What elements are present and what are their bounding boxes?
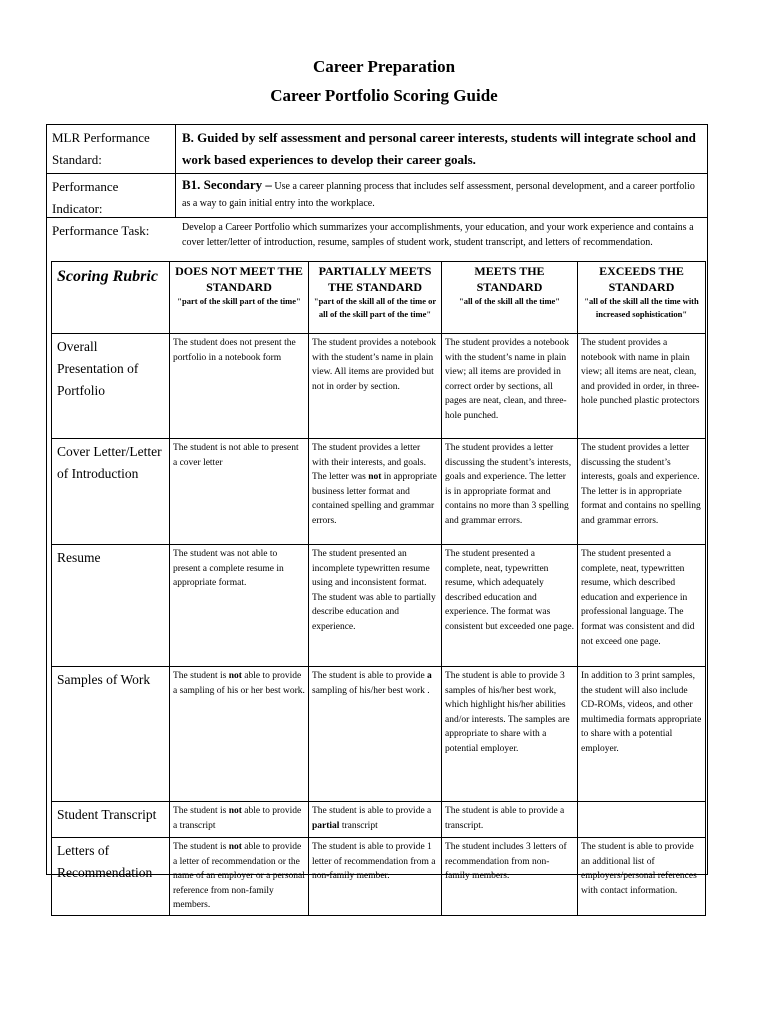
criterion-label: Overall Presentation of Portfolio [52, 334, 170, 439]
rubric-cell: The student is not able to provide a transcript [170, 802, 309, 838]
indicator-text: Use a career planning process that includes self assessment, personal development, and a career portfolio as a way to gain initial entry into the workplace. [182, 181, 695, 209]
rubric-cell: The student presented a complete, neat, typewritten resume, which described education and experience in professional language. The format was consistent and did not exceed one page. [578, 545, 706, 667]
rubric-cell: In addition to 3 print samples, the student will also include CD-ROMs, videos, and other multimedia formats appropriate to share with a potential employer. [578, 667, 706, 802]
indicator-label: Performance Indicator: [52, 179, 119, 216]
level-title: MEETS THE STANDARD [474, 264, 545, 294]
rubric-header-row [52, 262, 706, 334]
rubric-cell: The student includes 3 letters of recommendation from non-family members. [442, 838, 578, 916]
rubric-cell: The student presented a complete, neat, typewritten resume, which adequately described education and experience. The format was consistent but exceeded one page. [442, 545, 578, 667]
divider [175, 125, 176, 173]
rubric-row [52, 667, 706, 802]
rubric-cell: The student is able to provide an additional list of employers/personal references with contact information. [578, 838, 706, 916]
indicator-row [47, 174, 707, 218]
criterion-label: Cover Letter/Letter of Introduction [52, 439, 170, 545]
task-text: Develop a Career Portfolio which summarizes your accomplishments, your education, and your work experience and contains a cover letter/letter of introduction, resume, samples of student work, student transcript, and letters of recommendation. [182, 222, 694, 248]
rubric-cell: The student provides a letter with their interests, and goals. The letter was not in appropriate business letter format and contained spelling and grammar errors. [309, 439, 442, 545]
criterion-label: Student Transcript [52, 802, 170, 838]
rubric-row [52, 545, 706, 667]
rubric-cell: The student provides a notebook with the student’s name in plain view; all items are provided in correct order by sections, all pages are neat, clean, and three-hole punched. [442, 334, 578, 439]
rubric-cell: The student provides a letter discussing the student’s interests, goals and experience. The letter is in appropriate format and contains no spelling and grammar errors. [578, 439, 706, 545]
rubric-row [52, 802, 706, 838]
rubric-row [52, 334, 706, 439]
level-header [170, 262, 309, 334]
document-titles [0, 52, 768, 110]
criterion-label: Resume [52, 545, 170, 667]
rubric-cell: The student is not able to present a cover letter [170, 439, 309, 545]
standard-row [47, 125, 707, 174]
rubric-cell: The student is able to provide a sampling of his/her best work . [309, 667, 442, 802]
level-header [578, 262, 706, 334]
rubric-row [52, 838, 706, 916]
level-header [442, 262, 578, 334]
level-title: EXCEEDS THE STANDARD [599, 264, 684, 294]
rubric-row [52, 439, 706, 545]
level-title: DOES NOT MEET THE STANDARD [175, 264, 303, 294]
level-title: PARTIALLY MEETS THE STANDARD [318, 264, 432, 294]
rubric-cell: The student is able to provide 1 letter of recommendation from a non-family member. [309, 838, 442, 916]
rubric-cell: The student was not able to present a complete resume in appropriate format. [170, 545, 309, 667]
page-subtitle: Career Portfolio Scoring Guide [270, 86, 498, 105]
standard-label: MLR Performance Standard: [52, 130, 150, 167]
rubric-cell: The student is not able to provide a letter of recommendation or the name of an employer or a personal reference from non-family members. [170, 838, 309, 916]
criterion-label: Samples of Work [52, 667, 170, 802]
level-description: "all of the skill all the time" [458, 296, 561, 306]
rubric-cell: The student is able to provide 3 samples of his/her best work, which highlight his/her abilities and/or interests. The samples are appropriate to share with a potential employer. [442, 667, 578, 802]
rubric-cell: The student is able to provide a transcript. [442, 802, 578, 838]
divider [175, 174, 176, 217]
rubric-cell: The student is able to provide a partial transcript [309, 802, 442, 838]
task-row [47, 218, 707, 261]
level-description: "part of the skill all of the time or all of the skill part of the time" [313, 296, 437, 319]
scoring-rubric-table [51, 261, 706, 916]
rubric-cell: The student provides a notebook with name in plain view; all items are neat, clean, and provided in order, in three-hole punched plastic protectors [578, 334, 706, 439]
rubric-cell: The student presented an incomplete typewritten resume using and inconsistent format. The student was able to partially describe education and experience. [309, 545, 442, 667]
level-description: "part of the skill part of the time" [177, 296, 301, 306]
level-description: "all of the skill all the time with increased sophistication" [584, 296, 699, 319]
rubric-cell [578, 802, 706, 838]
rubric-cell: The student provides a letter discussing the student’s interests, goals and experience. The letter is in appropriate format and contains no more than 3 spelling and grammar errors. [442, 439, 578, 545]
level-header [309, 262, 442, 334]
rubric-cell: The student provides a notebook with the student’s name in plain view. All items are provided but not in order by section. [309, 334, 442, 439]
page-title: Career Preparation [312, 57, 456, 76]
rubric-cell: The student is not able to provide a sampling of his or her best work. [170, 667, 309, 802]
indicator-value [182, 176, 703, 212]
scoring-guide-frame [46, 124, 708, 911]
task-label: Performance Task: [52, 223, 150, 238]
rubric-heading: Scoring Rubric [52, 262, 170, 334]
rubric-cell: The student does not present the portfolio in a notebook form [170, 334, 309, 439]
standard-text: B. Guided by self assessment and personal career interests, students will integrate school and work based experiences to develop their career goals. [182, 130, 696, 167]
indicator-code: B1. Secondary – [182, 177, 272, 192]
criterion-label: Letters of Recommendation [52, 838, 170, 916]
